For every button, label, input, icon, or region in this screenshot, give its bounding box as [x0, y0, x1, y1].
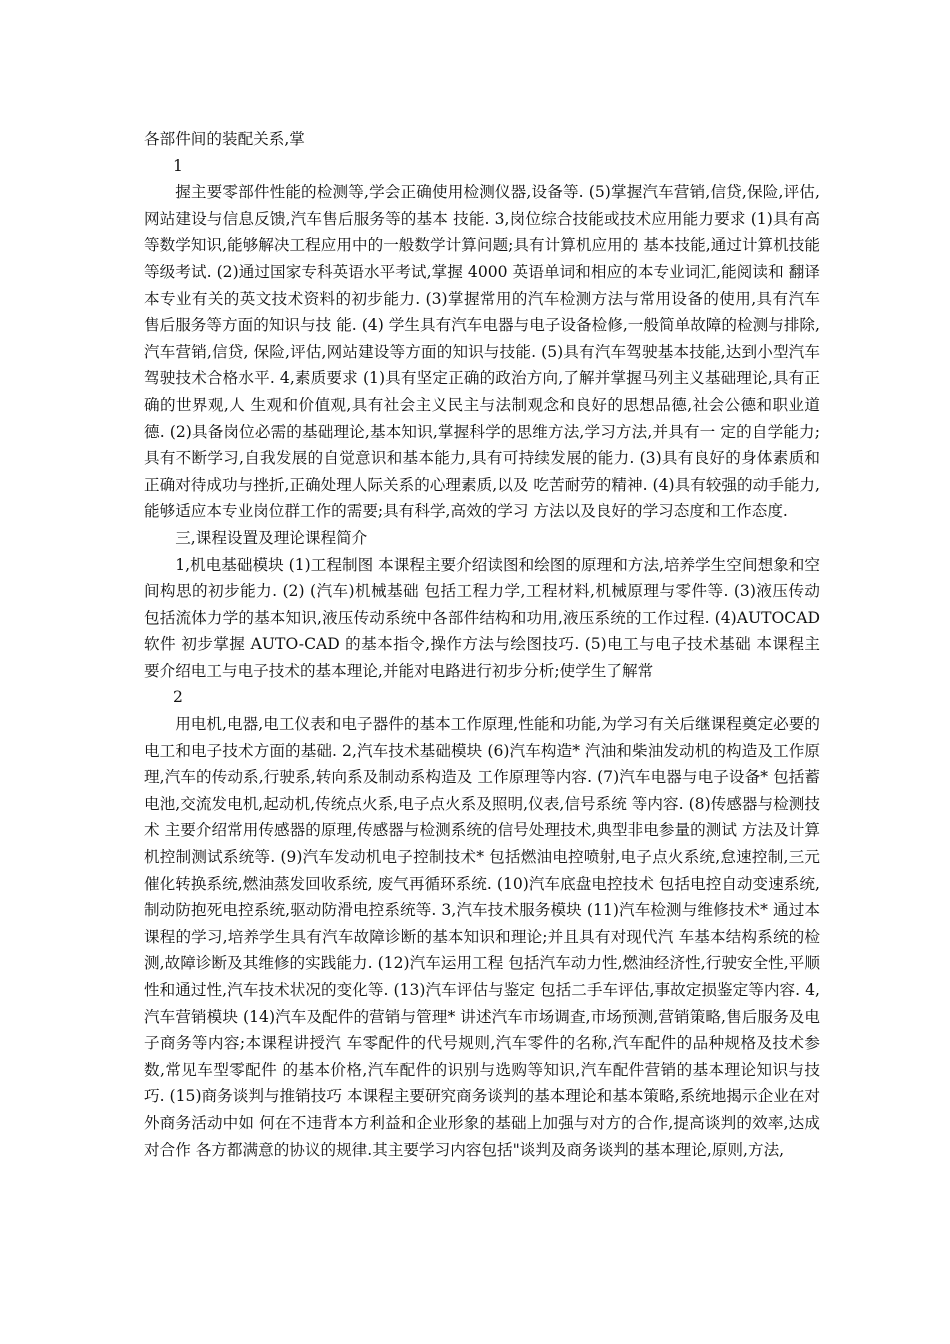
page-number-1: 1 [173, 156, 183, 175]
document-page [144, 126, 820, 1163]
paragraph-continuation: 各部件间的装配关系,掌 [144, 130, 305, 148]
paragraph-automotive-modules: 用电机,电器,电工仪表和电子器件的基本工作原理,性能和功能,为学习有关后继课程奠定必要的电工和电子技术方面的基础. 2,汽车技术基础模块 (6)汽车构造* 汽油和柴油发动机的构造及工作原理,汽车的传动系,行驶系,转向系及制动系构造及 工作原理等内容. (7)汽车电器与电子设备* 包括蓄电池,交流发电机,起动机,传统点火系,电子点火系及照明,仪表,信号系统 等内容. (8)传感器与检测技术 主要介绍常用传感器的原理,传感器与检测系统的信号处理技术,典型非电参量的测试 方法及计算机控制测试系统等. (9)汽车发动机电子控制技术* 包括燃油电控喷射,电子点火系统,怠速控制,三元催化转换系统,燃油蒸发回收系统, 废气再循环系统. (10)汽车底盘电控技术 包括电控自动变速系统,制动防抱死电控系统,驱动防滑电控系统等. 3,汽车技术服务模块 (11)汽车检测与维修技术* 通过本课程的学习,培养学生具有汽车故障诊断的基本知识和理论;并且具有对现代汽 车基本结构系统的检测,故障诊断及其维修的实践能力. (12)汽车运用工程 包括汽车动力性,燃油经济性,行驶安全性,平顺性和通过性,汽车技术状况的变化等. (13)汽车评估与鉴定 包括二手车评估,事故定损鉴定等内容. 4,汽车营销模块 (14)汽车及配件的营销与管理* 讲述汽车市场调查,市场预测,营销策略,售后服务及电子商务等内容;本课程讲授汽 车零配件的代号规则,汽车零件的名称,汽车配件的品种规格及技术参数,常见车型零配件 的基本价格,汽车配件的识别与选购等知识,汽车配件营销的基本理论知识与技巧. (15)商务谈判与推销技巧 本课程主要研究商务谈判的基本理论和基本策略,系统地揭示企业在对外商务活动中如 何在不违背本方利益和企业形象的基础上加强与对方的合作,提高谈判的效率,达成对合作 各方都满意的协议的规律.其主要学习内容包括"谈判及商务谈判的基本理论,原则,方法, [144, 715, 820, 1159]
paragraph-skills-requirements: 握主要零部件性能的检测等,学会正确使用检测仪器,设备等. (5)掌握汽车营销,信贷,保险,评估,网站建设与信息反馈,汽车售后服务等的基本 技能. 3,岗位综合技能或技术应用能力要求 (1)具有高等数学知识,能够解决工程应用中的一般数学计算问题;具有计算机应用的 基本技能,通过计算机技能等级考试. (2)通过国家专科英语水平考试,掌握 4000 英语单词和相应的本专业词汇,能阅读和 翻译本专业有关的英文技术资料的初步能力. (3)掌握常用的汽车检测方法与常用设备的使用,具有汽车售后服务等方面的知识与技 能. (4) 学生具有汽车电器与电子设备检修,一般简单故障的检测与排除,汽车营销,信贷, 保险,评估,网站建设等方面的知识与技能. (5)具有汽车驾驶基本技能,达到小型汽车驾驶技术合格水平. 4,素质要求 (1)具有坚定正确的政治方向,了解并掌握马列主义基础理论,具有正确的世界观,人 生观和价值观,具有社会主义民主与法制观念和良好的思想品德,社会公德和职业道德. (2)具备岗位必需的基础理论,基本知识,掌握科学的思维方法,学习方法,并具有一 定的自学能力;具有不断学习,自我发展的自觉意识和基本能力,具有可持续发展的能力. (3)具有良好的身体素质和正确对待成功与挫折,正确处理人际关系的心理素质,以及 吃苦耐劳的精神. (4)具有较强的动手能力,能够适应本专业岗位群工作的需要;具有科学,高效的学习 方法以及良好的学习态度和工作态度. [144, 183, 820, 521]
section-heading-curriculum: 三,课程设置及理论课程简介 [175, 528, 368, 547]
page-number-2: 2 [173, 688, 183, 707]
paragraph-electromechanical-module: 1,机电基础模块 (1)工程制图 本课程主要介绍读图和绘图的原理和方法,培养学生空间想象和空间构思的初步能力. (2) (汽车)机械基础 包括工程力学,工程材料,机械原理与零件等. (3)液压传动 包括流体力学的基本知识,液压传动系统中各部件结构和功用,液压系统的工作过程. (4)AUTOCAD 软件 初步掌握 AUTO-CAD 的基本指令,操作方法与绘图技巧. (5)电工与电子技术基础 本课程主要介绍电工与电子技术的基本理论,并能对电路进行初步分析;使学生了解常 [144, 555, 820, 680]
